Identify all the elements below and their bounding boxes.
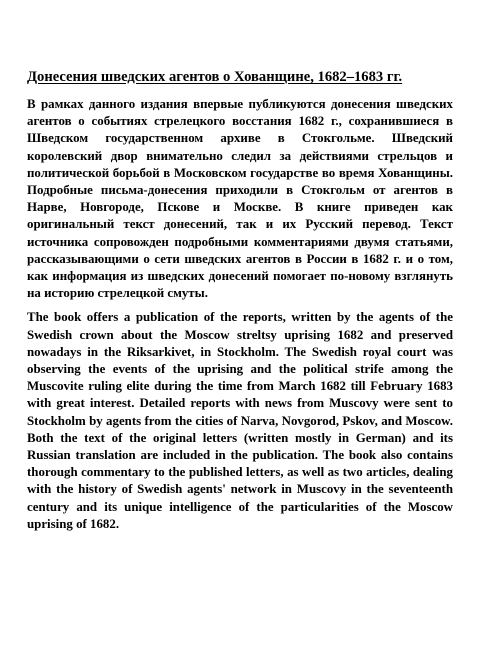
document-page — [27, 68, 453, 540]
paragraph-russian: В рамках данного издания впервые публикуются донесения шведских агентов о событиях стрелецкого восстания 1682 г., сохранившиеся в Шведском государственном архиве в Стокгольме. Шведский королевский двор внимательно следил за действиями стрельцов и политической борьбой в Московском государстве во время Хованщины. Подробные письма-донесения приходили в Стокгольм от агентов в Нарве, Новгороде, Пскове и Москве. В книге приведен как оригинальный текст донесений, так и их Русский перевод. Текст источника сопровожден подробными комментариями двумя статьями, рассказывающими о сети шведских агентов в России в 1682 г. и о том, как информация из шведских донесений помогает по-новому взглянуть на историю стрелецкой смуты. — [27, 97, 453, 301]
paragraph-english: The book offers a publication of the reports, written by the agents of the Swedish crown about the Moscow streltsy uprising 1682 and preserved nowadays in the Riksarkivet, in Stockholm. The Swedish royal court was observing the events of the uprising and the political strife among the Muscovite ruling elite during the time from March 1682 till February 1683 with great interest. Detailed reports with news from Muscovy were sent to Stockholm by agents from the cities of Narva, Novgorod, Pskov, and Moscow. Both the text of the original letters (written mostly in German) and its Russian translation are included in the publication. The book also contains thorough commentary to the published letters, as well as two articles, dealing with the history of Swedish agents' network in Muscovy in the seventeenth century and its unique intelligence of the particularities of the Moscow uprising of 1682. — [27, 310, 453, 531]
document-title: Донесения шведских агентов о Хованщине, 1682–1683 гг. — [27, 69, 403, 85]
